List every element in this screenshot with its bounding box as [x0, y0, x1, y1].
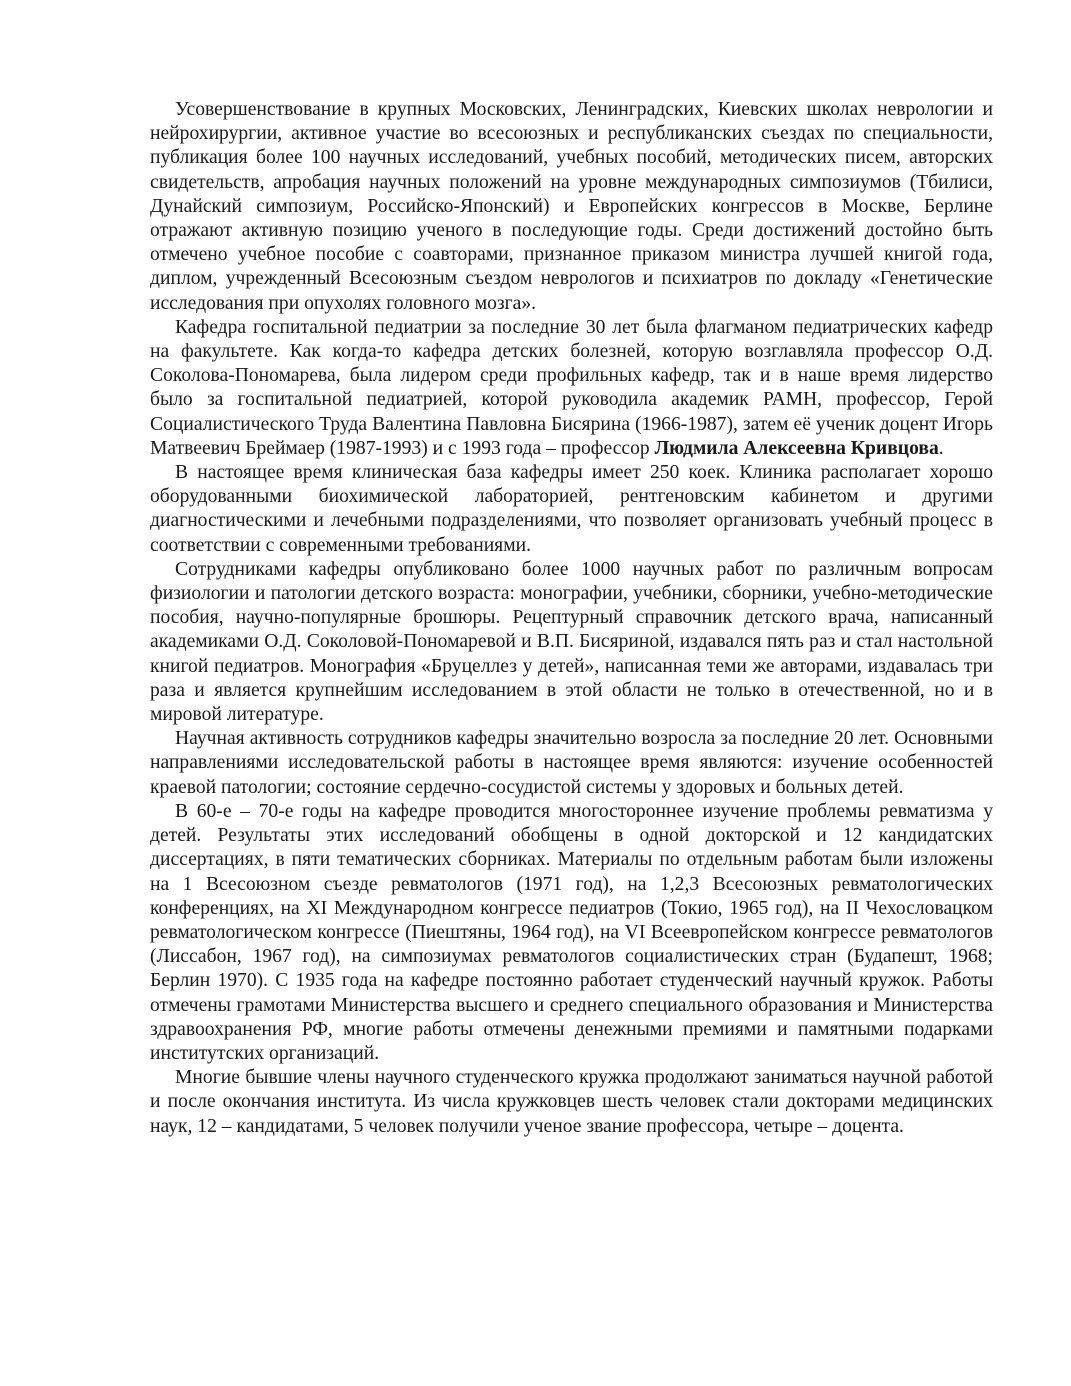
document-page: [150, 98, 993, 1139]
paragraph-text: В 60-е – 70-е годы на кафедре проводится многостороннее изучение проблемы ревматизма у детей. Результаты этих исследований обобщены в одной докторской и 12 кандидатских диссертациях, в пяти тематических сборниках. Материалы по отдельным работам были изложены на 1 Всесоюзном съезде ревматологов (1971 год), на 1,2,3 Всесоюзных ревматологических конференциях, на XI Международном конгрессе педиатров (Токио, 1965 год), на II Чехословацком ревматологическом конгрессе (Пиештяны, 1964 год), на VI Всеевропейском конгрессе ревматологов (Лиссабон, 1967 год), на симпозиумах ревматологов социалистических стран (Будапешт, 1968; Берлин 1970). С 1935 года на кафедре постоянно работает студенческий научный кружок. Работы отмечены грамотами Министерства высшего и среднего специального образования и Министерства здравоохранения РФ, многие работы отмечены денежными премиями и памятными подарками институтских организаций.: [150, 800, 993, 1064]
paragraph-text: Научная активность сотрудников кафедры значительно возросла за последние 20 лет. Основными направлениями исследовательской работы в настоящее время являются: изучение особенностей краевой патологии; состояние сердечно-сосудистой системы у здоровых и больных детей.: [150, 728, 993, 798]
paragraph-neurology-achievements: [150, 98, 993, 316]
head-of-department-name: Людмила Алексеевна Кривцова: [654, 437, 939, 459]
paragraph-text: Сотрудниками кафедры опубликовано более 1000 научных работ по различным вопросам физиологии и патологии детского возраста: монографии, учебники, сборники, учебно-методические пособия, научно-популярные брошюры. Рецептурный справочник детского врача, написанный академиками О.Д. Соколовой-Пономаревой и В.П. Бисяриной, издавался пять раз и стал настольной книгой педиатров. Монография «Бруцеллез у детей», написанная теми же авторами, издавалась три раза и является крупнейшим исследованием в этой области не только в отечественной, но и в мировой литературе.: [150, 558, 993, 726]
paragraph-text: В настоящее время клиническая база кафедры имеет 250 коек. Клиника располагает хорошо оборудованными биохимической лабораторией, рентгеновским кабинетом и другими диагностическими и лечебными подразделениями, что позволяет организовать учебный процесс в соответствии с современными требованиями.: [150, 462, 993, 556]
paragraph-rheumatism-research: [150, 800, 993, 1066]
paragraph-publications: [150, 558, 993, 727]
paragraph-tail: .: [938, 437, 944, 459]
paragraph-clinical-base: [150, 461, 993, 558]
paragraph-text: Кафедра госпитальной педиатрии за последние 30 лет была флагманом педиатрических кафедр на факультете. Как когда-то кафедра детских болезней, которую возглавляла профессор О.Д. Соколова-Пономарева, была лидером среди профильных кафедр, так и в наше время лидерство было за госпитальной педиатрией, которой руководила академик РАМН, профессор, Герой Социалистического Труда Валентина Павловна Бисярина (1966-1987), затем её ученик доцент Игорь Матвеевич Бреймаер (1987-1993) и с 1993 года – профессор: [150, 316, 993, 459]
paragraph-text: Усовершенствование в крупных Московских, Ленинградских, Киевских школах неврологии и нейрохирургии, активное участие во всесоюзных и республиканских съездах по специальности, публикация более 100 научных исследований, учебных пособий, методических писем, авторских свидетельств, апробация научных положений на уровне международных симпозиумов (Тбилиси, Дунайский симпозиум, Российско-Японский) и Европейских конгрессов в Москве, Берлине отражают активную позицию ученого в последующие годы. Среди достижений достойно быть отмечено учебное пособие с соавторами, признанное приказом министра лучшей книгой года, диплом, учрежденный Всесоюзным съездом неврологов и психиатров по докладу «Генетические исследования при опухолях головного мозга».: [150, 99, 993, 314]
paragraph-department-history: [150, 316, 993, 461]
paragraph-text: Многие бывшие члены научного студенческого кружка продолжают заниматься научной работой и после окончания института. Из числа кружковцев шесть человек стали докторами медицинских наук, 12 – кандидатами, 5 человек получили ученое звание профессора, четыре – доцента.: [150, 1067, 993, 1137]
paragraph-student-society: [150, 1066, 993, 1139]
paragraph-research-directions: [150, 727, 993, 800]
